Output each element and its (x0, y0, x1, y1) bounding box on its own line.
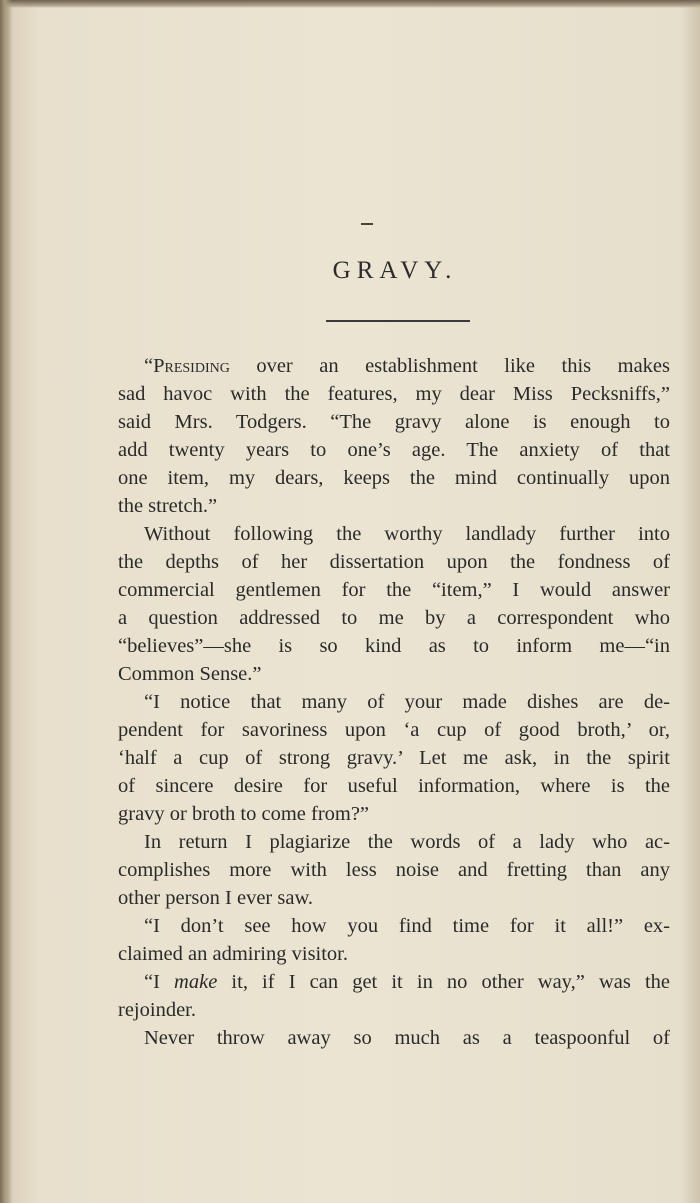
line-text: “believes”—she is so kind as to inform me—“in (118, 635, 670, 657)
text-line (118, 996, 670, 1024)
text-line (118, 856, 670, 884)
text-line (118, 940, 670, 968)
text-line (118, 884, 670, 912)
italic-word: make (174, 971, 218, 993)
text-line (118, 912, 670, 940)
line-text: pendent for savoriness upon ‘a cup of good broth,’ or, (118, 719, 670, 741)
line-text: Common Sense.” (118, 663, 262, 685)
line-prefix: “ (144, 355, 154, 377)
text-line (118, 688, 670, 716)
text-line (118, 1024, 670, 1052)
line-text: the stretch.” (118, 495, 218, 517)
body-text (118, 352, 670, 1052)
text-line (118, 408, 670, 436)
title-rule (326, 320, 470, 322)
page-top-edge (0, 0, 700, 8)
line-text: complishes more with less noise and fretting than any (118, 859, 670, 881)
text-line (118, 828, 670, 856)
line-text: add twenty years to one’s age. The anxiety of that (118, 439, 670, 461)
section-title: GRAVY. (332, 257, 458, 284)
text-line (118, 548, 670, 576)
line-text: it, if I can get it in no other way,” was the (217, 971, 670, 993)
text-line (118, 632, 670, 660)
text-line (118, 520, 670, 548)
line-text: of sincere desire for useful information, where is the (118, 775, 670, 797)
text-line (118, 352, 670, 380)
text-line (118, 380, 670, 408)
text-line (118, 464, 670, 492)
text-line (118, 604, 670, 632)
line-text: rejoinder. (118, 999, 196, 1021)
text-line (118, 660, 670, 688)
line-text: one item, my dears, keeps the mind continually upon (118, 467, 670, 489)
text-line (118, 716, 670, 744)
text-line (118, 772, 670, 800)
line-text: Never throw away so much as a teaspoonful of (144, 1027, 670, 1049)
line-text: claimed an admiring visitor. (118, 943, 349, 965)
text-line (118, 576, 670, 604)
page-binding-edge (0, 0, 12, 1203)
line-text: gravy or broth to come from?” (118, 803, 370, 825)
line-prefix: “I (144, 971, 175, 993)
line-text: commercial gentlemen for the “item,” I would answer (118, 579, 670, 601)
line-text: over an establishment like this makes (229, 355, 670, 377)
line-text: In return I plagiarize the words of a lady who ac- (144, 831, 670, 853)
line-text: the depths of her dissertation upon the fondness of (118, 551, 670, 573)
text-line (118, 436, 670, 464)
text-line (118, 968, 670, 996)
text-line (118, 744, 670, 772)
text-line (118, 492, 670, 520)
line-text: Without following the worthy landlady further into (144, 523, 670, 545)
line-text: “I don’t see how you find time for it all!” ex- (144, 915, 670, 937)
line-text: said Mrs. Todgers. “The gravy alone is enough to (118, 411, 670, 433)
line-text: other person I ever saw. (118, 887, 314, 909)
line-text: “I notice that many of your made dishes are de- (144, 691, 670, 713)
line-text: sad havoc with the features, my dear Miss Pecksniffs,” (118, 383, 670, 405)
line-text: a question addressed to me by a correspondent who (118, 607, 670, 629)
ornament-dash (361, 223, 373, 225)
text-line (118, 800, 670, 828)
small-caps-word: Presiding (153, 355, 230, 377)
line-text: ‘half a cup of strong gravy.’ Let me ask, in the spirit (118, 747, 670, 769)
